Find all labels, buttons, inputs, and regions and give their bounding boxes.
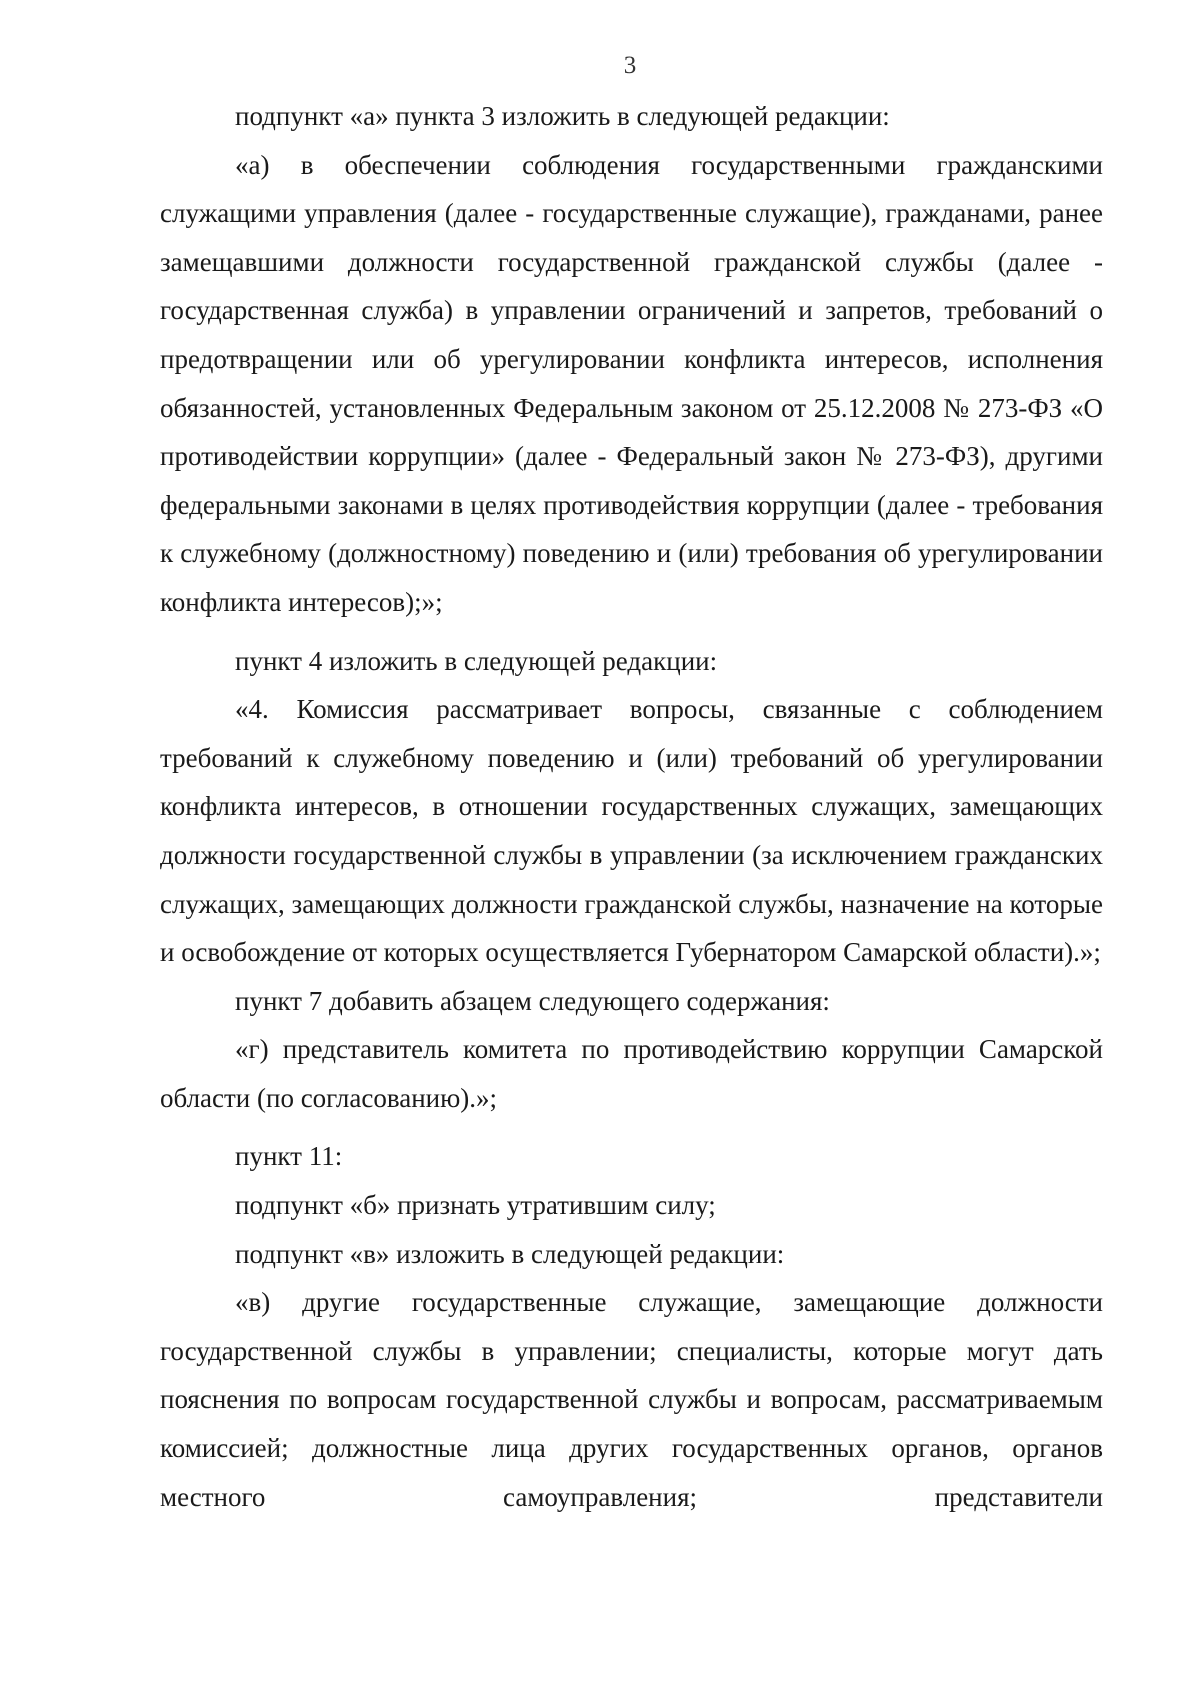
paragraph-subpoint-b: подпункт «б» признать утратившим силу; [235,1190,716,1221]
page-number: 3 [623,52,637,79]
paragraph-point-7-intro: пункт 7 добавить абзацем следующего содержания: [235,985,830,1016]
document-body [160,92,1103,1521]
paragraph-point-4-text: «4. Комиссия рассматривает вопросы, связанные с соблюдением требований к служебному поведению и (или) требований об урегулировании конфликта интересов, в отношении государственных служащих, замещающих должности государственной службы в управлении (за исключением гражданских служащих, замещающих должности гражданской службы, назначение на которые и освобождение от которых осуществляется Губернатором Самарской области).»; [160,694,1103,968]
paragraph-subpoint-a-text: «а) в обеспечении соблюдения государственными гражданскими служащими управления (далее - государственные служащие), гражданами, ранее замещавшими должности государственной гражданской службы (далее - государственная служба) в управлении ограничений и запретов, требований о предотвращении или об урегулировании конфликта интересов, исполнения обязанностей, установленных Федеральным законом от 25.12.2008 № 273-ФЗ «О противодействии коррупции» (далее - Федеральный закон № 273-ФЗ), другими федеральными законами в целях противодействия коррупции (далее - требования к служебному (должностному) поведению и (или) требования об урегулировании конфликта интересов);»; [160,149,1103,617]
paragraph-point-11-intro: пункт 11: [235,1141,343,1172]
paragraph-subpoint-v-intro: подпункт «в» изложить в следующей редакции: [235,1238,785,1269]
paragraph-subpoint-v-text: «в) другие государственные служащие, замещающие должности государственной службы в управлении; специалисты, которые могут дать пояснения по вопросам государственной службы и вопросам, рассматриваемым комиссией; должностные лица других государственных органов, органов местного самоуправления; представители [160,1287,1103,1512]
paragraph-point-4-intro: пункт 4 изложить в следующей редакции: [235,645,718,676]
paragraph-point-7-text: «г) представитель комитета по противодействию коррупции Самарской области (по согласованию).»; [160,1034,1103,1113]
paragraph-subpoint-a-intro: подпункт «а» пункта 3 изложить в следующей редакции: [235,101,890,131]
